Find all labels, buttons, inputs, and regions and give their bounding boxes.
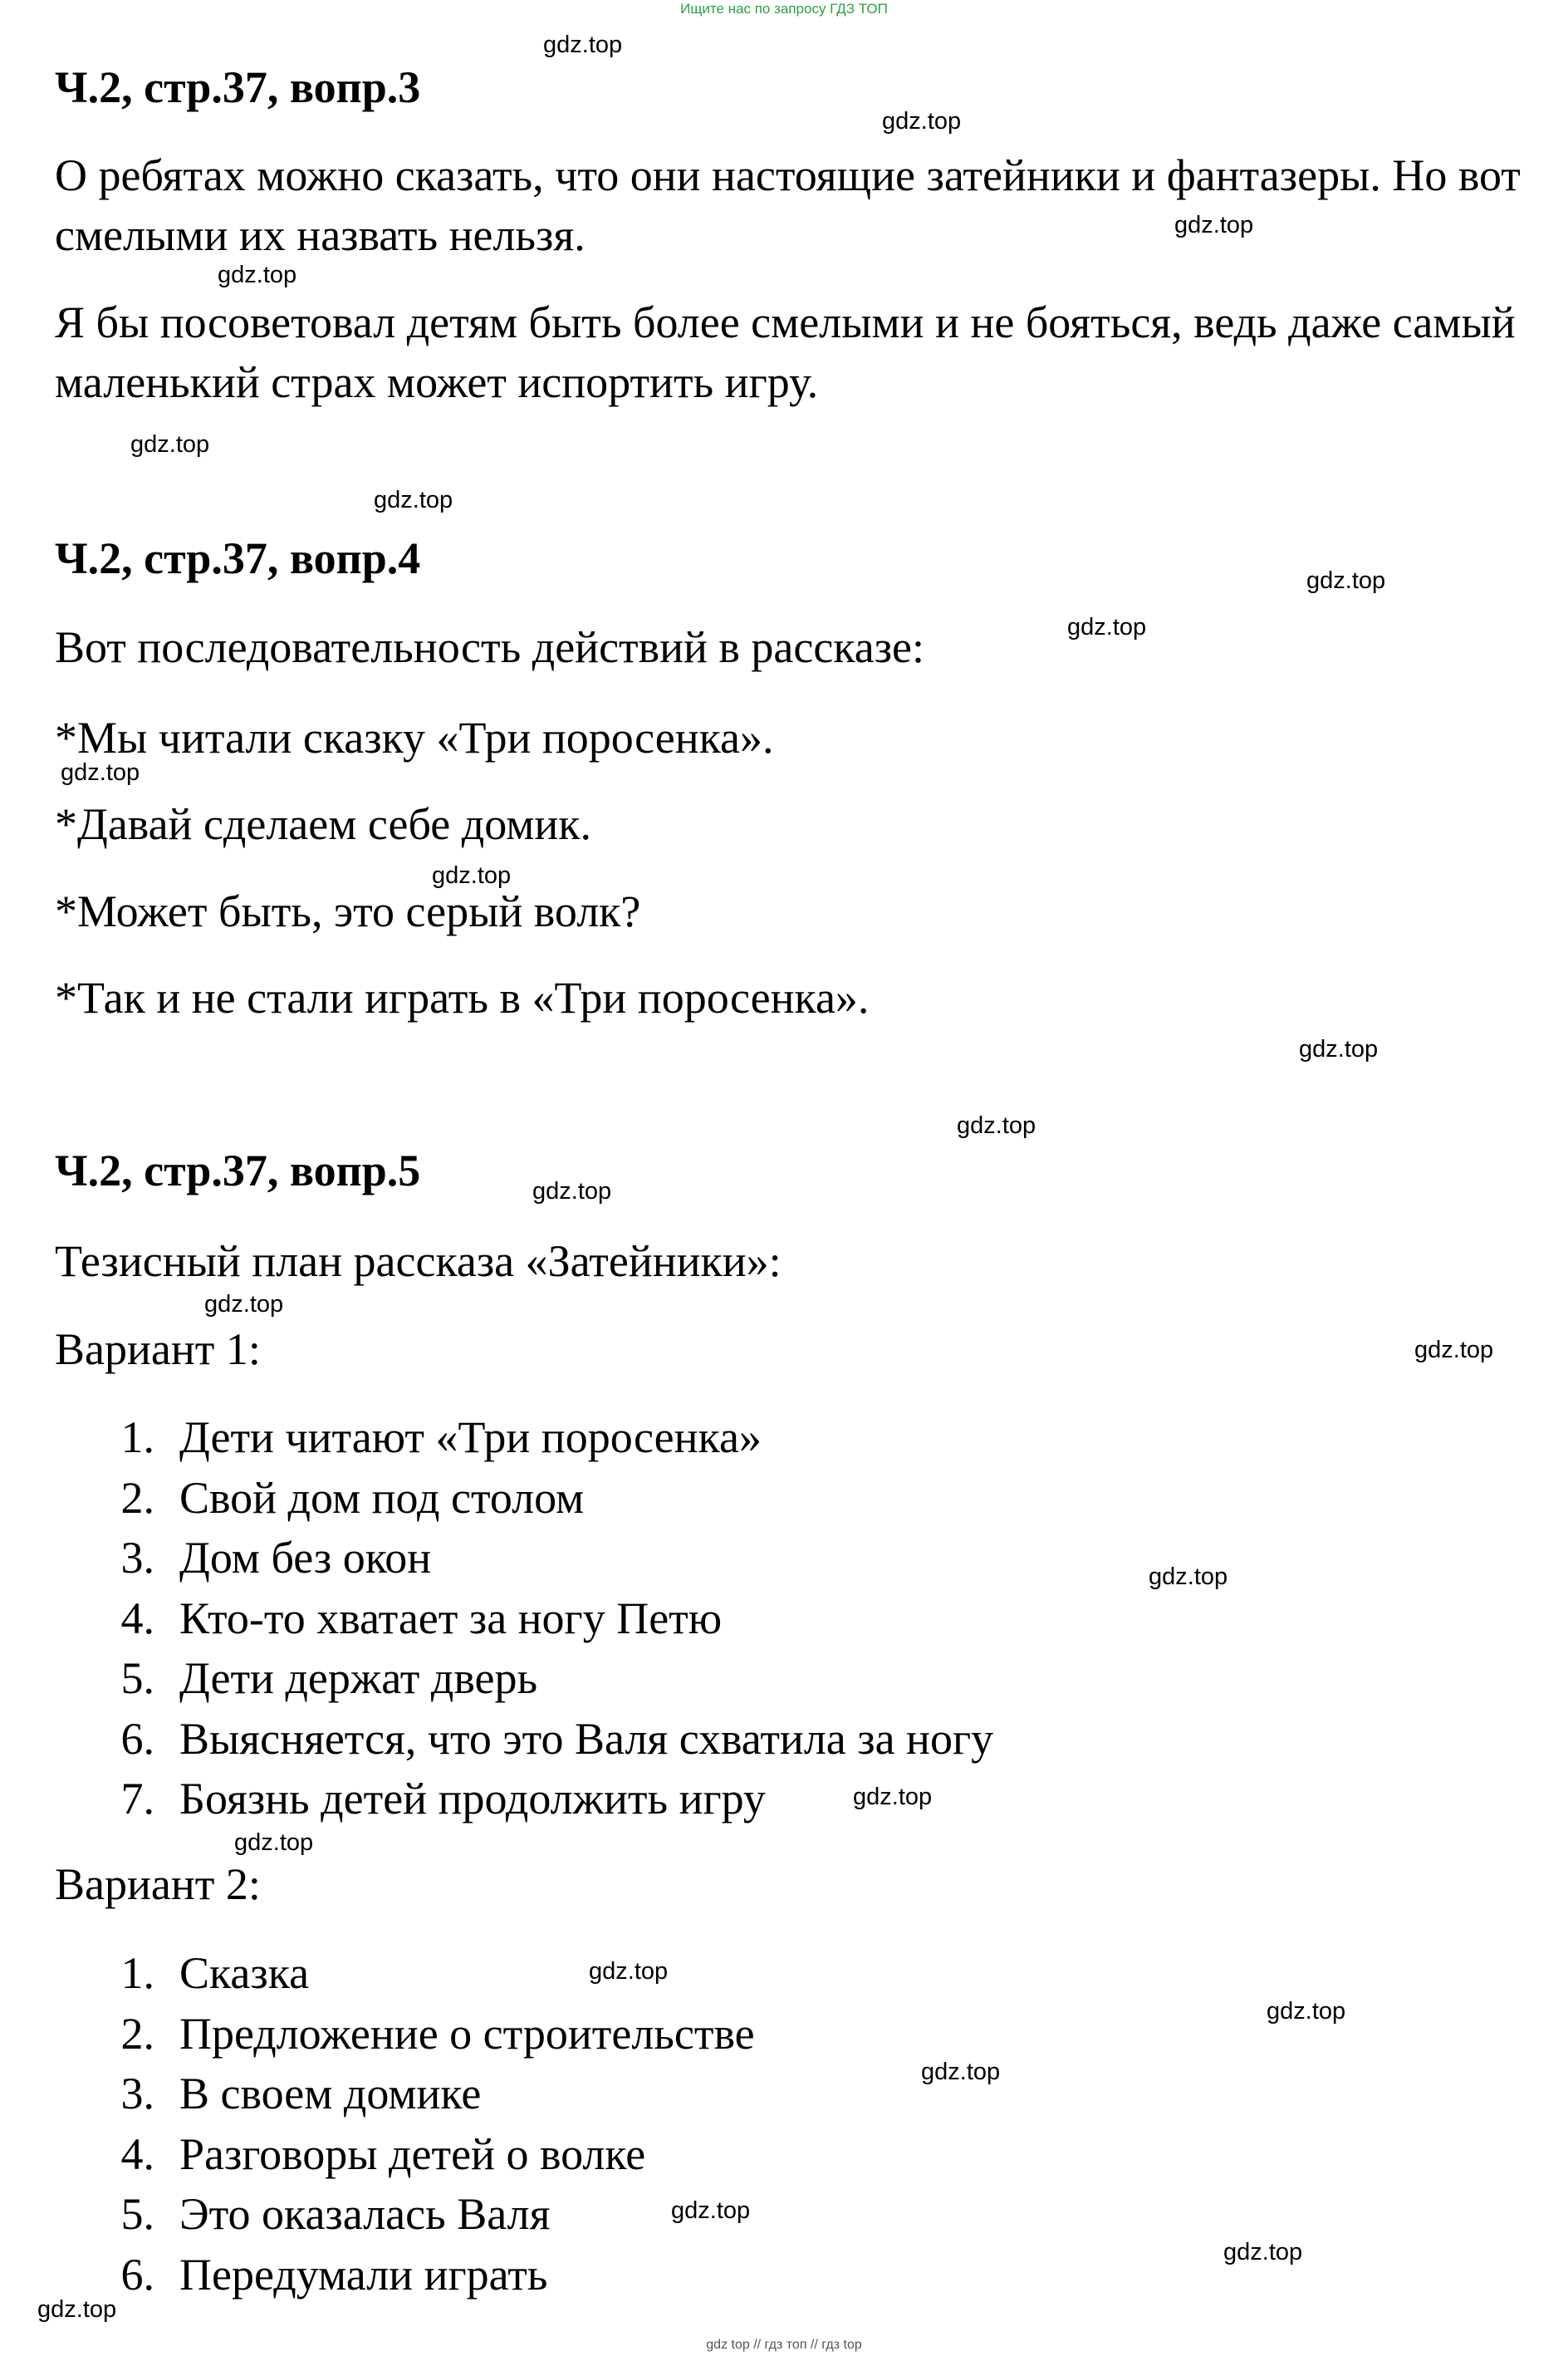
watermark: gdz.top [589, 1958, 669, 1985]
q4-item-1: *Мы читали сказку «Три поросенка». [55, 713, 774, 763]
list-item: 4. Разговоры детей о волке [120, 2128, 646, 2179]
list-item: 2. Предложение о строительстве [120, 2008, 755, 2059]
list-item: 2. Свой дом под столом [120, 1472, 585, 1523]
list-item: 5. Дети держат дверь [120, 1653, 538, 1703]
list-item: 6. Выясняется, что это Валя схватила за ногу [120, 1713, 994, 1764]
watermark: gdz.top [1299, 1036, 1379, 1063]
watermark: gdz.top [61, 759, 140, 786]
variant-2-label: Вариант 2: [55, 1859, 261, 1909]
q5-intro: Тезисный план рассказа «Затейники»: [55, 1236, 782, 1286]
variant-1-label: Вариант 1: [55, 1324, 261, 1374]
list-item: 3. В своем домике [120, 2069, 482, 2118]
q4-item-2: *Давай сделаем себе домик. [55, 799, 591, 849]
watermark: gdz.top [853, 1784, 933, 1810]
watermark: gdz.top [671, 2197, 751, 2224]
q4-intro: Вот последовательность действий в рассказе: [55, 622, 925, 672]
watermark: gdz.top [234, 1829, 314, 1856]
top-banner: Ищите нас по запросу ГДЗ ТОП [680, 1, 888, 17]
variant-2-list [83, 1943, 755, 2305]
watermark: gdz.top [374, 487, 453, 513]
watermark: gdz.top [921, 2059, 1001, 2085]
watermark: gdz.top [1414, 1337, 1494, 1363]
watermark: gdz.top [204, 1291, 284, 1318]
bottom-banner: gdz top // гдз топ // гдз top [706, 2338, 862, 2352]
watermark: gdz.top [1267, 1998, 1346, 2025]
watermark: gdz.top [1223, 2239, 1303, 2265]
watermark: gdz.top [1149, 1563, 1228, 1590]
heading-q5: Ч.2, стр.37, вопр.5 [55, 1146, 421, 1195]
watermark: gdz.top [218, 262, 297, 288]
list-item: 7. Боязнь детей продолжить игру [120, 1774, 766, 1824]
list-item: 1. Дети читают «Три поросенка» [120, 1412, 762, 1462]
q3-paragraph-1: О ребятах можно сказать, что они настоящие затейники и фантазеры. Но вот смелыми их назвать нельзя. [55, 150, 1521, 260]
heading-q3: Ч.2, стр.37, вопр.3 [55, 62, 421, 112]
list-item: 5. Это оказалась Валя [120, 2189, 551, 2239]
list-item: 4. Кто-то хватает за ногу Петю [120, 1593, 723, 1643]
heading-q4: Ч.2, стр.37, вопр.4 [55, 533, 421, 583]
q4-item-4: *Так и не стали играть в «Три поросенка». [55, 973, 870, 1023]
list-item: 3. Дом без окон [120, 1533, 432, 1583]
list-item: 1. Сказка [120, 1948, 310, 1998]
variant-1-list [83, 1407, 993, 1829]
watermark: gdz.top [543, 32, 623, 58]
list-item: 6. Передумали играть [120, 2249, 548, 2300]
watermark: gdz.top [432, 862, 512, 889]
q4-item-3: *Может быть, это серый волк? [55, 886, 641, 936]
q3-paragraph-2: Я бы посоветовал детям быть более смелыми и не бояться, ведь даже самый маленький страх может испортить игру. [55, 297, 1516, 407]
watermark: gdz.top [1174, 212, 1254, 238]
watermark: gdz.top [532, 1178, 612, 1205]
watermark: gdz.top [1067, 614, 1147, 641]
watermark: gdz.top [130, 431, 210, 458]
watermark: gdz.top [957, 1112, 1036, 1139]
watermark: gdz.top [882, 108, 962, 135]
watermark: gdz.top [1306, 567, 1386, 594]
watermark: gdz.top [37, 2296, 117, 2323]
